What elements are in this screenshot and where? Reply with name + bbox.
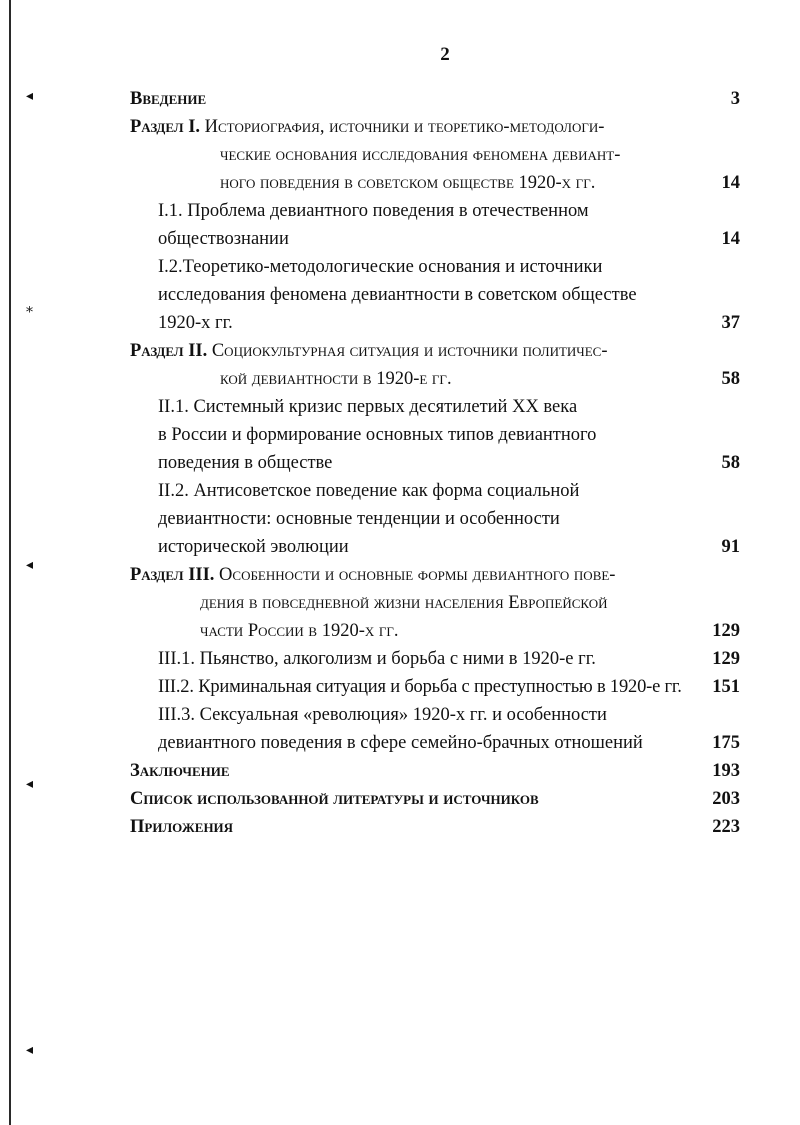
toc-subsection-page: 14 [721,229,740,249]
toc-intro-title: Введение [130,89,207,109]
toc-subsection-line: II.1. Системный кризис первых десятилетий XX века [158,397,578,417]
scan-mark: ◂ [26,777,34,792]
scan-mark: ◂ [26,89,34,104]
toc-appendix-page: 223 [712,817,740,837]
toc-section3-title-line: Особенности и основные формы девиантного пове- [219,565,616,585]
toc-subsection-line: I.1. Проблема девиантного поведения в отечественном [158,201,589,221]
toc-subsection-line: III.2. Криминальная ситуация и борьба с преступностью в 1920-е гг. [158,677,682,697]
toc-subsection-line: обществознании [158,229,289,249]
toc-section3-label: Раздел III. [130,565,215,585]
toc-subsection-line: исторической эволюции [158,537,349,557]
page-number: 2 [440,44,450,65]
toc-section1-label: Раздел I. [130,117,201,137]
toc-subsection-page: 37 [721,313,740,333]
toc-conclusion-title: Заключение [130,761,230,781]
toc-section3-line1 [130,561,615,589]
toc-section2-line1 [130,337,608,365]
scan-mark: ◂ [26,558,34,573]
toc-intro-page: 3 [730,89,740,109]
toc-subsection-page: 91 [721,537,740,557]
toc-section2-label: Раздел II. [130,341,208,361]
toc-appendix-title: Приложения [130,817,234,837]
toc-subsection-line: поведения в обществе [158,453,333,473]
toc-subsection-line: II.2. Антисоветское поведение как форма социальной [158,481,580,501]
toc-subsection-page: 175 [712,733,740,753]
toc-subsection-line: I.2.Теоретико-методологические основания и источники [158,257,603,277]
toc-subsection-line: III.1. Пьянство, алкоголизм и борьба с ними в 1920-е гг. [158,649,596,669]
toc-subsection-page: 58 [721,453,740,473]
toc-subsection-page: 151 [712,677,740,697]
toc-subsection-line: III.3. Сексуальная «революция» 1920-х гг. и особенности [158,705,607,725]
toc-section3-title-line: части России в 1920-х гг. [200,621,399,641]
toc-section1-title-line: ного поведения в советском обществе 1920-х гг. [220,173,596,193]
toc-subsection-line: 1920-х гг. [158,313,233,333]
scan-mark: ⁎ [26,301,33,316]
toc-section1-page: 14 [721,173,740,193]
toc-subsection-line: в России и формирование основных типов девиантного [158,425,597,445]
toc-section2-title-line: кой девиантности в 1920-е гг. [220,369,452,389]
toc-section1-line1 [130,113,604,141]
toc-section3-title-line: дения в повседневной жизни населения Европейской [200,593,608,613]
toc-subsection-line: девиантности: основные тенденции и особенности [158,509,560,529]
toc-section2-page: 58 [721,369,740,389]
toc-subsection-line: исследования феномена девиантности в советском обществе [158,285,637,305]
toc-bibliography-title: Список использованной литературы и источников [130,789,539,809]
toc-conclusion-page: 193 [712,761,740,781]
toc-section1-title-line: ческие основания исследования феномена девиант- [220,145,621,165]
toc-subsection-line: девиантного поведения в сфере семейно-брачных отношений [158,733,643,753]
toc-subsection-page: 129 [712,649,740,669]
toc-bibliography-page: 203 [712,789,740,809]
scan-mark: ◂ [26,1043,34,1058]
scan-edge-line [9,0,11,1125]
toc-section1-title-line: Историография, источники и теоретико-методологи- [204,117,605,137]
toc-section2-title-line: Социокультурная ситуация и источники политичес- [211,341,608,361]
toc-section3-page: 129 [712,621,740,641]
